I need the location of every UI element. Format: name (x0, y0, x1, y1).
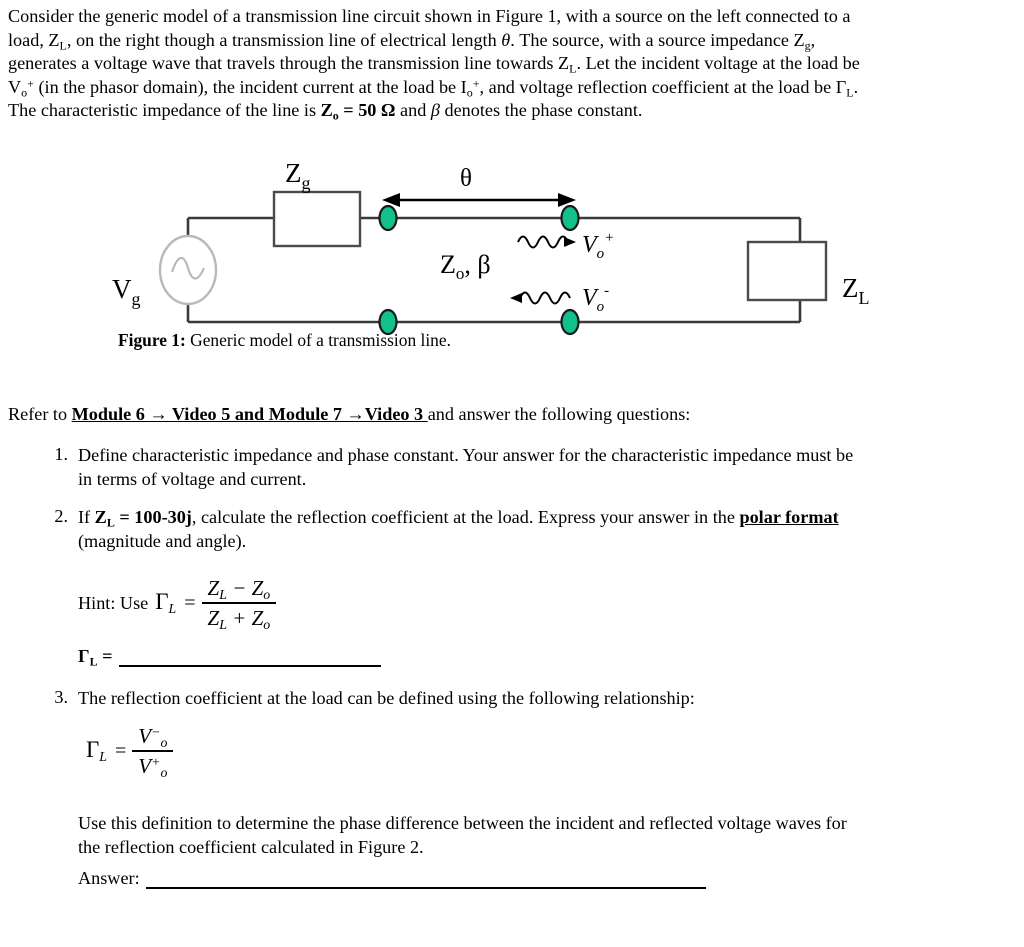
question-3-body (78, 687, 926, 711)
question-2-line-1: If $Z_L = 100-30j$, calculate the reflection coefficient at the load. Express your answer in the polar format (78, 507, 839, 530)
hint-fraction (202, 576, 277, 631)
question-3-line-1: The reflection coefficient at the load can be defined using the following relationship: (78, 688, 695, 708)
gamma-v-denominator: $V^+_o$ (138, 754, 168, 780)
zl-value: $Z_L = 100-30j$ (94, 507, 192, 530)
gamma-v-symbol: ΓL (86, 737, 107, 765)
refer-line (8, 404, 690, 425)
incident-wave-label: $V_o^+$ (582, 230, 615, 262)
source-voltage-label: $V_g$ (112, 274, 141, 309)
hint-denominator: $Z_L + Z_o$ (207, 606, 271, 632)
reflected-wave-label: $V_o^-$ (582, 283, 610, 315)
polar-format-emphasis: polar format (739, 507, 839, 527)
theta-label: θ (460, 165, 472, 192)
closing-line-2: the reflection coefficient calculated in Figure 2. (78, 836, 424, 857)
incident-wave-squiggle (518, 237, 568, 248)
question-2-body (78, 506, 926, 553)
intro-line-3: generates a voltage wave that travels through the transmission line towards $Z_L$. Let the incident voltage at the load be (8, 53, 860, 76)
node-top-left (380, 206, 397, 230)
gamma-answer-label: $\Gamma_L$ = (78, 646, 113, 669)
refer-prefix: Refer to (8, 404, 72, 424)
gamma-answer-blank[interactable] (119, 648, 381, 667)
incident-wave-arrowhead (564, 237, 576, 247)
figure-caption (118, 330, 451, 351)
figure-caption-label: Figure 1: (118, 330, 186, 350)
circuit-figure (0, 150, 1024, 360)
intro-line-4: $V_o^+$ (in the phasor domain), the incident current at the load be $I_o^+$, and voltage reflection coefficient at the load be $\Gamma_L$. (8, 76, 859, 100)
transmission-line-circuit-svg (100, 150, 870, 360)
question-1-body (78, 444, 926, 491)
intro-line-5: The characteristic impedance of the line is $Z_o = 50$ Ω and β denotes the phase constant. (8, 100, 643, 123)
closing-line-1: Use this definition to determine the phase difference between the incident and reflected voltage waves for (78, 813, 847, 833)
hint-formula (78, 576, 276, 631)
question-1-line-2: in terms of voltage and current. (78, 468, 307, 489)
question-3-number: 3. (54, 687, 68, 707)
reflected-wave-squiggle (520, 293, 570, 304)
line-parameters-label: $Z_o$, β (440, 250, 491, 283)
reflected-wave-arrowhead (510, 293, 522, 303)
answer-row (78, 868, 706, 889)
refer-suffix: and answer the following questions: (427, 404, 691, 424)
figure-caption-text: Generic model of a transmission line. (185, 330, 451, 350)
closing-paragraph (78, 812, 926, 859)
hint-gamma-symbol: ΓL (155, 589, 177, 617)
theta-arrow-left-head (382, 193, 400, 207)
question-2-line-2: (magnitude and angle). (78, 530, 247, 551)
hint-equals-sign: = (184, 592, 196, 614)
question-2-number: 2. (54, 506, 68, 526)
node-top-right (562, 206, 579, 230)
hint-numerator: $Z_L - Z_o$ (207, 576, 271, 602)
theta-arrow-right-head (558, 193, 576, 207)
gamma-v-fraction (132, 724, 173, 779)
module-video-link[interactable]: Module 6 → Video 5 and Module 7 →Video 3 (71, 404, 428, 424)
gamma-answer-row (78, 646, 381, 667)
node-bottom-right (562, 310, 579, 334)
source-impedance-label: $Z_g$ (285, 158, 311, 193)
load-impedance-label: $Z_L$ (842, 273, 870, 308)
intro-paragraph (8, 5, 926, 123)
gamma-voltage-ratio-formula (86, 724, 173, 779)
hint-label: Hint: Use (78, 593, 149, 613)
gamma-v-equals-sign: = (114, 740, 127, 762)
intro-line-2: load, $Z_L$, on the right though a transmission line of electrical length θ. The source, with a source impedance $Z_g$, (8, 29, 816, 52)
gamma-v-numerator: $V^-_o$ (138, 724, 168, 750)
load-impedance-box (748, 242, 826, 300)
question-1-number: 1. (54, 444, 68, 464)
answer-label: Answer: (78, 868, 140, 888)
question-1-line-1: Define characteristic impedance and phase constant. Your answer for the characteristic impedance must be (78, 445, 854, 465)
source-impedance-box (274, 192, 360, 246)
answer-blank[interactable] (146, 871, 706, 889)
intro-line-1: Consider the generic model of a transmission line circuit shown in Figure 1, with a source on the left connected to a (8, 6, 851, 26)
